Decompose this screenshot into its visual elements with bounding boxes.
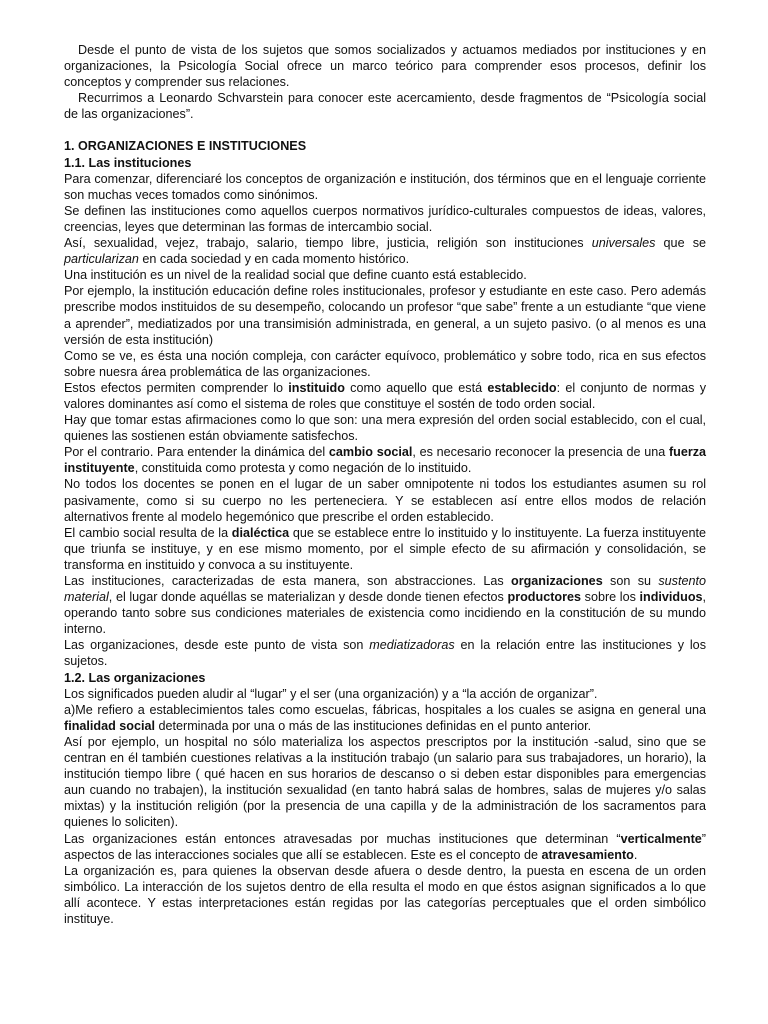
paragraph: Estos efectos permiten comprender lo instituido como aquello que está establecido: el conjunto de normas y valores dominantes así como el sistema de roles que constituye el sostén de todo orden social. <box>64 380 706 411</box>
paragraph: No todos los docentes se ponen en el lugar de un saber omnipotente ni todos los estudiantes asumen su rol pasivamente, como si su cuerpo no les perteneciera. Y se establecen así entre ellos modos de relación alternativos frente al modelo hegemónico que prescribe el orden establecido. <box>64 477 706 524</box>
section-title: 1. ORGANIZACIONES E INSTITUCIONES <box>64 139 307 154</box>
paragraph: Se definen las instituciones como aquellos cuerpos normativos jurídico-culturales compuestos de ideas, valores, creencias, leyes que determinan las formas de intercambio social. <box>64 203 706 234</box>
paragraph: Así por ejemplo, un hospital no sólo materializa los aspectos prescriptos por la institución -salud, sino que se centran en él también cuestiones relativas a la institución trabajo (un salario para sus trabajadores, un horario), la institución tiempo libre ( qué hacen en sus horarios de descanso o si deben estar disponibles para emergencias aun cuando no trabajen), la institución sexualidad (en tanto habrá salas de hombres, salas de mujeres y/o salas mixtas) y la institución religión (por la presencia de una capilla y de la administración de los sacramentos para quienes lo soliciten). <box>64 734 706 830</box>
paragraph: Una institución es un nivel de la realidad social que define cuanto está establecido. <box>64 268 527 283</box>
paragraph: Las organizaciones, desde este punto de vista son mediatizadoras en la relación entre las instituciones y los sujetos. <box>64 638 706 669</box>
paragraph: a)Me refiero a establecimientos tales como escuelas, fábricas, hospitales a los cuales se asigna en general una finalidad social determinada por una o más de las instituciones definidas en el punto anterior. <box>64 702 706 733</box>
intro-paragraph-1: Desde el punto de vista de los sujetos que somos socializados y actuamos mediados por instituciones y en organizaciones, la Psicología Social ofrece un marco teórico para comprender esos procesos, definir los conceptos y comprender sus relaciones. <box>64 43 706 90</box>
subsection-title-instituciones: 1.1. Las instituciones <box>64 155 192 170</box>
intro-paragraph-2: Recurrimos a Leonardo Schvarstein para conocer este acercamiento, desde fragmentos de “Psicología social de las organizaciones”. <box>64 91 706 122</box>
paragraph: Así, sexualidad, vejez, trabajo, salario, tiempo libre, justicia, religión son instituciones universales que se particularizan en cada sociedad y en cada momento histórico. <box>64 236 707 267</box>
paragraph: Las organizaciones están entonces atravesadas por muchas instituciones que determinan “verticalmente” aspectos de las interacciones sociales que allí se establecen. Este es el concepto de atravesamiento. <box>64 831 706 862</box>
paragraph: Por ejemplo, la institución educación define roles institucionales, profesor y estudiante en este caso. Pero además prescribe modos instituidos de su desempeño, colocando un profesor “que sabe” frente a un estudiante “que viene a aprender”, mediatizados por una transimisión administrada, en general, a un sujeto pasivo. (o al menos es una versión de esta institución) <box>64 284 706 347</box>
paragraph: Por el contrario. Para entender la dinámica del cambio social, es necesario reconocer la presencia de una fuerza instituyente, constituida como protesta y como negación de lo instituido. <box>64 445 707 476</box>
subsection-title-organizaciones: 1.2. Las organizaciones <box>64 670 206 685</box>
paragraph: Hay que tomar estas afirmaciones como lo que son: una mera expresión del orden social establecido, con el cual, quienes las sostienen están obviamente satisfechos. <box>64 413 706 444</box>
spacer <box>64 122 706 138</box>
paragraph: Los significados pueden aludir al “lugar” y el ser (una organización) y a “la acción de organizar”. <box>64 686 598 701</box>
paragraph: El cambio social resulta de la dialéctica que se establece entre lo instituido y lo instituyente. La fuerza instituyente que triunfa se instituye, y en ese mismo momento, por el simple efecto de su afirmación y consolidación, se transforma en instituido y convoca a su instituyente. <box>64 525 706 572</box>
document-page <box>64 42 706 927</box>
paragraph: La organización es, para quienes la observan desde afuera o desde dentro, la puesta en escena de un orden simbólico. La interacción de los sujetos dentro de ella resulta el modo en que éstos asignan significados a lo que allí acontece. Y estas interpretaciones están regidas por las categorías perceptuales que el orden simbólico instituye. <box>64 863 706 926</box>
paragraph: Para comenzar, diferenciaré los conceptos de organización e institución, dos términos que en el lenguaje corriente son muchas veces tomados como sinónimos. <box>64 171 706 202</box>
paragraph: Las instituciones, caracterizadas de esta manera, son abstracciones. Las organizaciones son su sustento material, el lugar donde aquéllas se materializan y desde donde tienen efectos productores sobre los individuos, operando tanto sobre sus condiciones materiales de existencia como incidiendo en la constitución de su mundo interno. <box>64 574 707 637</box>
paragraph: Como se ve, es ésta una noción compleja, con carácter equívoco, problemático y sobre todo, rica en sus efectos sobre nuesra área problemática de las organizaciones. <box>64 348 706 379</box>
